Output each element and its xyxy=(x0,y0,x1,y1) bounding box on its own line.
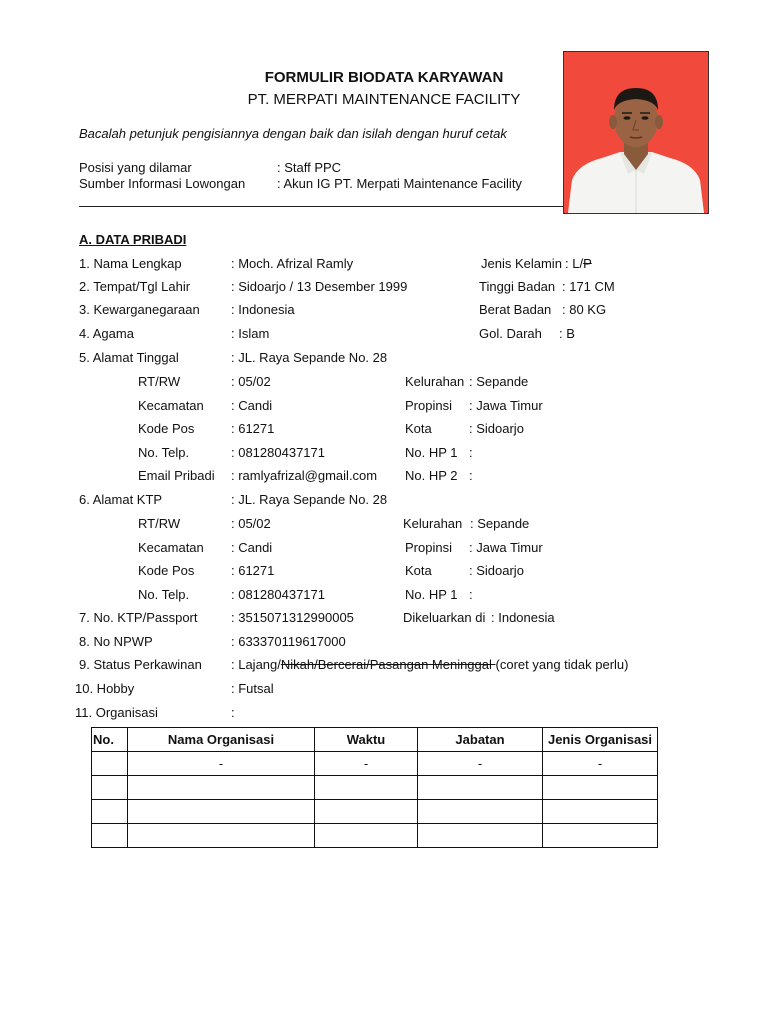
propinsi-value: : Jawa Timur xyxy=(469,398,543,413)
table-cell xyxy=(543,776,658,800)
kecamatan-value: : Candi xyxy=(231,398,273,413)
agama-label: 4. Agama xyxy=(79,326,134,341)
table-cell xyxy=(315,800,418,824)
berat-label: Berat Badan xyxy=(479,302,552,317)
npwp-label: 8. No NPWP xyxy=(79,634,153,649)
table-cell xyxy=(543,800,658,824)
table-cell xyxy=(418,800,543,824)
darah-label: Gol. Darah xyxy=(479,326,542,341)
ktp-kota-value: : Sidoarjo xyxy=(469,563,524,578)
table-header-cell: Jenis Organisasi xyxy=(543,728,658,752)
kota-value: : Sidoarjo xyxy=(469,421,524,436)
table-cell: - xyxy=(418,752,543,776)
table-cell xyxy=(418,776,543,800)
telp-value: : 081280437171 xyxy=(231,445,325,460)
status-struck: Nikah/Bercerai/Pasangan Meninggal xyxy=(280,657,496,672)
table-cell xyxy=(92,800,128,824)
table-cell xyxy=(418,824,543,848)
darah-value: : B xyxy=(559,326,575,341)
table-row xyxy=(92,800,658,824)
email-label: Email Pribadi xyxy=(138,468,215,483)
header-divider xyxy=(79,206,564,207)
person-photo-icon xyxy=(564,52,708,213)
status-note: (coret yang tidak perlu) xyxy=(495,657,629,672)
ktp-kelurahan-label: Kelurahan xyxy=(403,516,463,531)
ktp-alamat-value: : JL. Raya Sepande No. 28 xyxy=(231,492,388,507)
dikeluarkan-value: : Indonesia xyxy=(491,610,555,625)
hobby-value: : Futsal xyxy=(231,681,274,696)
nama-label: 1. Nama Lengkap xyxy=(79,256,182,271)
table-cell xyxy=(315,824,418,848)
ktp-kelurahan-value: : Sepande xyxy=(470,516,530,531)
status-label: 9. Status Perkawinan xyxy=(79,657,202,672)
table-cell: - xyxy=(128,752,315,776)
ktp-telp-value: : 081280437171 xyxy=(231,587,325,602)
table-cell xyxy=(92,776,128,800)
table-header-row xyxy=(92,728,658,752)
ktp-kota-label: Kota xyxy=(405,563,432,578)
ktp-kecamatan-value: : Candi xyxy=(231,540,273,555)
alamat-label: 5. Alamat Tinggal xyxy=(79,350,179,365)
tinggi-label: Tinggi Badan xyxy=(479,279,556,294)
hp2-value: : xyxy=(469,468,473,483)
instruction-text: Bacalah petunjuk pengisiannya dengan baik dan isilah dengan huruf cetak xyxy=(79,126,507,141)
applicant-photo xyxy=(563,51,709,214)
table-header-cell: Waktu xyxy=(315,728,418,752)
ktp-kecamatan-label: Kecamatan xyxy=(138,540,204,555)
ktp-kodepos-label: Kode Pos xyxy=(138,563,195,578)
ktp-rtrw-label: RT/RW xyxy=(138,516,181,531)
kodepos-label: Kode Pos xyxy=(138,421,195,436)
form-title: FORMULIR BIODATA KARYAWAN xyxy=(264,69,504,86)
email-value: : ramlyafrizal@gmail.com xyxy=(231,468,378,483)
sumber-label: Sumber Informasi Lowongan xyxy=(79,176,246,191)
status-value xyxy=(231,657,628,672)
jenis-kelamin-struck: P xyxy=(583,256,592,271)
jenis-kelamin-sep: : L/ xyxy=(565,256,584,271)
table-header-cell: No. xyxy=(92,728,128,752)
berat-value: : 80 KG xyxy=(562,302,607,317)
telp-label: No. Telp. xyxy=(138,445,190,460)
kota-label: Kota xyxy=(405,421,432,436)
organisasi-table xyxy=(91,727,658,848)
table-cell xyxy=(92,752,128,776)
alamat-value: : JL. Raya Sepande No. 28 xyxy=(231,350,388,365)
section-title: A. DATA PRIBADI xyxy=(79,232,187,247)
ktp-propinsi-label: Propinsi xyxy=(405,540,452,555)
posisi-label: Posisi yang dilamar xyxy=(79,160,192,175)
ktp-rtrw-value: : 05/02 xyxy=(231,516,271,531)
warga-value: : Indonesia xyxy=(231,302,295,317)
table-header-cell: Nama Organisasi xyxy=(128,728,315,752)
ttl-value: : Sidoarjo / 13 Desember 1999 xyxy=(231,279,408,294)
organisasi-label: 11. Organisasi xyxy=(75,705,158,720)
kecamatan-label: Kecamatan xyxy=(138,398,204,413)
table-row xyxy=(92,752,658,776)
warga-label: 3. Kewarganegaraan xyxy=(79,302,200,317)
jenis-kelamin-label: Jenis Kelamin xyxy=(481,256,562,271)
kelurahan-value: : Sepande xyxy=(469,374,529,389)
nama-value: : Moch. Afrizal Ramly xyxy=(231,256,354,271)
table-cell: - xyxy=(543,752,658,776)
rtrw-value: : 05/02 xyxy=(231,374,271,389)
ktp-alamat-label: 6. Alamat KTP xyxy=(79,492,163,507)
organisasi-value: : xyxy=(231,705,235,720)
jenis-kelamin-value xyxy=(565,256,592,271)
company-name: PT. MERPATI MAINTENANCE FACILITY xyxy=(247,91,521,108)
status-prefix: : Lajang/ xyxy=(231,657,281,672)
kelurahan-label: Kelurahan xyxy=(405,374,465,389)
sumber-value: : Akun IG PT. Merpati Maintenance Facility xyxy=(277,176,522,191)
ktp-kodepos-value: : 61271 xyxy=(231,563,275,578)
ktp-propinsi-value: : Jawa Timur xyxy=(469,540,543,555)
posisi-value: : Staff PPC xyxy=(277,160,342,175)
propinsi-label: Propinsi xyxy=(405,398,452,413)
table-cell: - xyxy=(315,752,418,776)
agama-value: : Islam xyxy=(231,326,270,341)
ktp-hp1-label: No. HP 1 xyxy=(405,587,458,602)
table-cell xyxy=(92,824,128,848)
ktp-hp1-value: : xyxy=(469,587,473,602)
noktp-value: : 3515071312990005 xyxy=(231,610,354,625)
ttl-label: 2. Tempat/Tgl Lahir xyxy=(79,279,191,294)
table-row xyxy=(92,776,658,800)
table-cell xyxy=(543,824,658,848)
table-cell xyxy=(128,800,315,824)
rtrw-label: RT/RW xyxy=(138,374,181,389)
noktp-label: 7. No. KTP/Passport xyxy=(79,610,198,625)
hp2-label: No. HP 2 xyxy=(405,468,458,483)
table-row xyxy=(92,824,658,848)
npwp-value: : 633370119617000 xyxy=(231,634,346,649)
table-header-cell: Jabatan xyxy=(418,728,543,752)
table-cell xyxy=(128,824,315,848)
tinggi-value: : 171 CM xyxy=(562,279,615,294)
kodepos-value: : 61271 xyxy=(231,421,275,436)
dikeluarkan-label: Dikeluarkan di xyxy=(403,610,486,625)
hp1-value: : xyxy=(469,445,473,460)
hp1-label: No. HP 1 xyxy=(405,445,458,460)
table-cell xyxy=(315,776,418,800)
table-cell xyxy=(128,776,315,800)
hobby-label: 10. Hobby xyxy=(75,681,135,696)
ktp-telp-label: No. Telp. xyxy=(138,587,190,602)
